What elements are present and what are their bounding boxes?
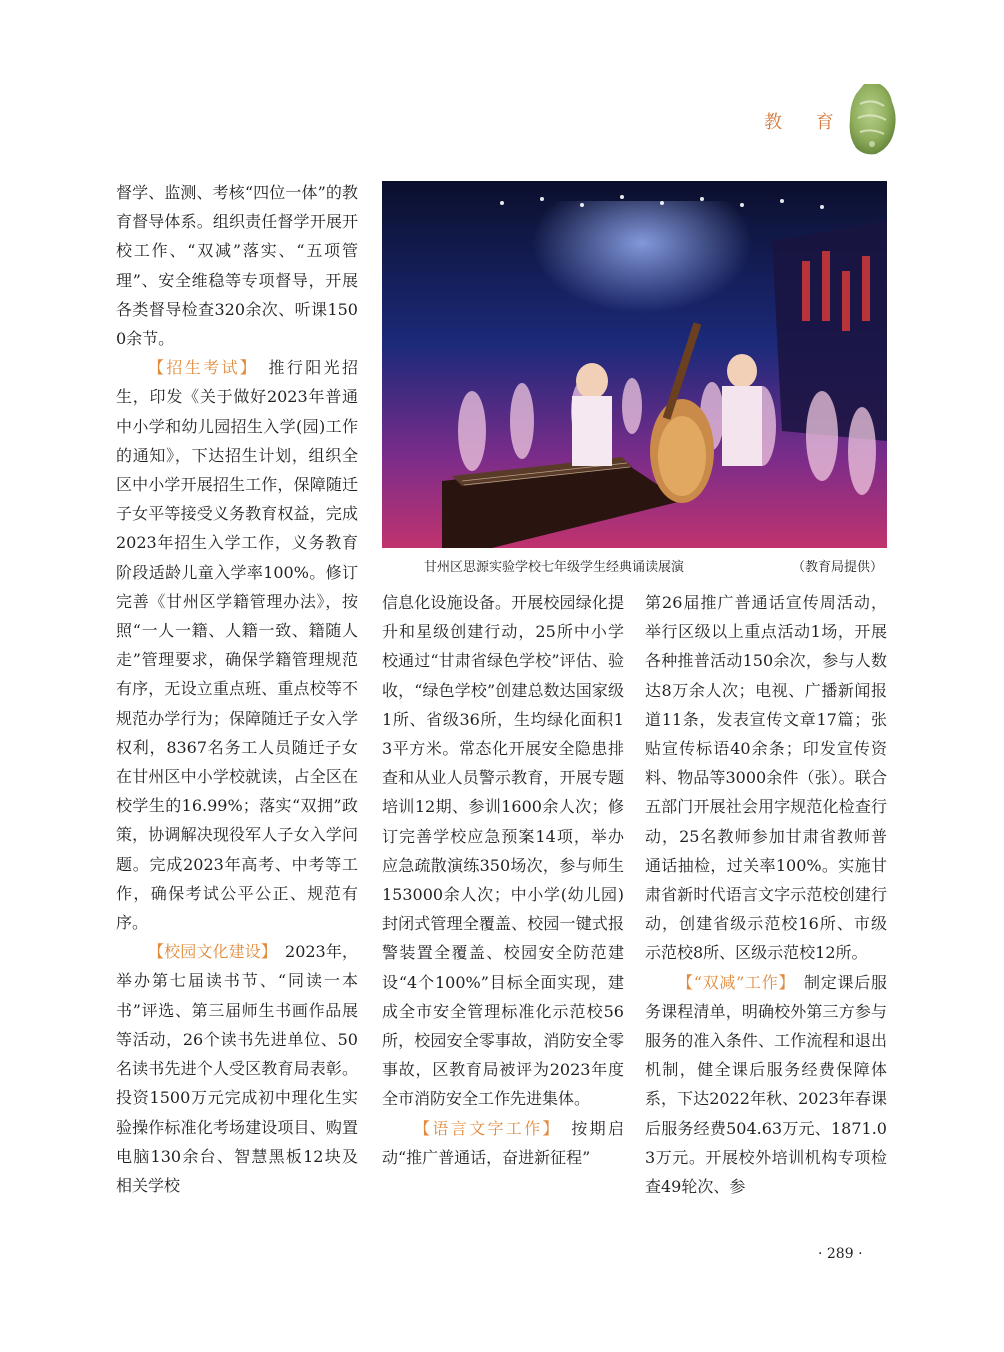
paragraph-body: 2023年，举办第七届读书节、“同读一本书”评选、第三届师生书画作品展等活动，26个读书先进单位、50名读书先进个人受区教育局表彰。投资1500万元完成初中理化生实验操作标准化考场建设项目、购置电脑130余台、智慧黑板12块及相关学校: [116, 942, 358, 1195]
caption-credit: （教育局提供）: [792, 560, 884, 575]
section-title: 教 育: [764, 112, 848, 133]
section-heading: 【招生考试】: [148, 358, 259, 378]
column-1: [116, 178, 358, 1200]
column-3: [645, 588, 887, 1201]
performance-photo: [382, 181, 887, 548]
jade-seal-icon: [846, 82, 898, 156]
section-heading: 【校园文化建设】: [148, 942, 278, 962]
paragraph-body: 按期启动“推广普通话，奋进新征程”: [382, 1118, 624, 1167]
paragraph: 信息化设施设备。开展校园绿化提升和星级创建行动，25所中小学校通过“甘肃省绿色学校”评估、验收，“绿色学校”创建总数达国家级1所、省级36所，生均绿化面积13平方米。常态化开展安全隐患排查和从业人员警示教育，开展专题培训12期、参训1600余人次；修订完善学校应急预案14项，举办应急疏散演练350场次，参与师生153000余人次；中小学(幼儿园)封闭式管理全覆盖、校园一键式报警装置全覆盖、校园安全防范建设“4个100%”目标全面实现，建成全市安全管理标准化示范校56所，校园安全零事故，消防安全零事故，区教育局被评为2023年度全市消防安全工作先进集体。: [382, 593, 624, 1109]
paragraph: 督学、监测、考核“四位一体”的教育督导体系。组织责任督学开展开校工作、“双减”落实、“五项管理”、安全维稳等专项督导，开展各类督导检查320余次、听课1500余节。: [116, 183, 358, 349]
column-2: [382, 588, 624, 1172]
paragraph: [116, 353, 358, 937]
paragraph-body: 推行阳光招生，印发《关于做好2023年普通中小学和幼儿园招生入学(园)工作的通知》，下达招生计划，组织全区中小学开展招生工作，保障随迁子女平等接受义务教育权益，完成2023年招生入学工作，义务教育阶段适龄儿童入学率100%。修订完善《甘州区学籍管理办法》，按照“一人一籍、人籍一致、籍随人走”管理要求，确保学籍管理规范有序，无设立重点班、重点校等不规范办学行为；保障随迁子女入学权利，8367名务工人员随迁子女在甘州区中小学校就读，占全区在校学生的16.99%；落实“双拥”政策，协调解决现役军人子女入学问题。完成2023年高考、中考等工作，确保考试公平公正、规范有序。: [116, 358, 358, 933]
paragraph: [116, 937, 358, 1200]
paragraph-body: 制定课后服务课程清单，明确校外第三方参与服务的准入条件、工作流程和退出机制，健全课后服务经费保障体系，下达2022年秋、2023年春课后服务经费504.63万元、1871.03万元。开展校外培训机构专项检查49轮次、参: [645, 972, 887, 1197]
section-heading: 【“双减”工作】: [677, 972, 796, 992]
section-heading: 【语言文字工作】: [414, 1118, 561, 1138]
caption-text: 甘州区思源实验学校七年级学生经典诵读展演: [424, 560, 685, 575]
paragraph: [645, 968, 887, 1202]
paragraph: [382, 1114, 624, 1172]
paragraph: 第26届推广普通话宣传周活动，举行区级以上重点活动1场，开展各种推普活动150余次，参与人数达8万余人次；电视、广播新闻报道11条，发表宣传文章17篇；张贴宣传标语40余条；印发宣传资料、物品等3000余件（张）。联合五部门开展社会用字规范化检查行动，25名教师参加甘肃省教师普通话抽检，过关率100%。实施甘肃省新时代语言文字示范校创建行动，创建省级示范校16所、市级示范校8所、区级示范校12所。: [645, 593, 887, 963]
page-number: · 289 ·: [818, 1246, 863, 1262]
